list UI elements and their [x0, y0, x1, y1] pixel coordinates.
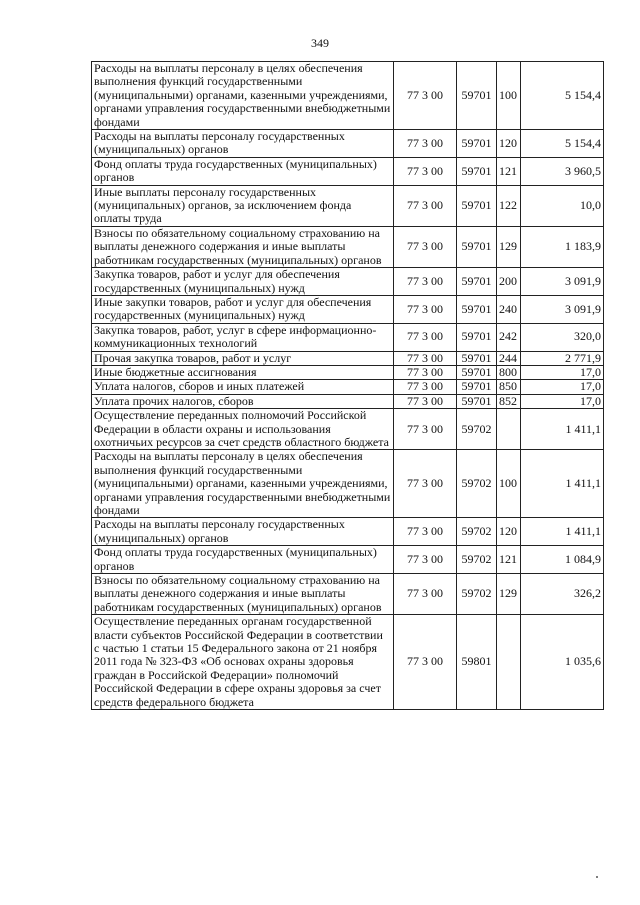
table-row	[92, 268, 604, 296]
row-vr: 244	[497, 351, 521, 365]
row-sum: 17,0	[521, 394, 604, 408]
row-code: 77 3 00	[394, 518, 457, 546]
row-item: 59701	[457, 185, 497, 226]
row-vr: 129	[497, 226, 521, 267]
row-sum: 3 960,5	[521, 157, 604, 185]
row-name: Осуществление переданных полномочий Российской Федерации в области охраны и использования охотничьих ресурсов за счет средств областного бюджета	[92, 409, 394, 450]
row-code: 77 3 00	[394, 295, 457, 323]
row-vr	[497, 615, 521, 710]
budget-table	[91, 61, 604, 710]
table-row	[92, 394, 604, 408]
row-sum: 17,0	[521, 365, 604, 379]
row-item: 59701	[457, 295, 497, 323]
row-name: Расходы на выплаты персоналу государственных (муниципальных) органов	[92, 518, 394, 546]
row-code: 77 3 00	[394, 380, 457, 394]
table-row	[92, 518, 604, 546]
row-sum: 3 091,9	[521, 268, 604, 296]
row-name: Уплата налогов, сборов и иных платежей	[92, 380, 394, 394]
table-row	[92, 351, 604, 365]
table-row	[92, 226, 604, 267]
row-name: Расходы на выплаты персоналу в целях обеспечения выполнения функций государственными (муниципальными) органами, казенными учреждениями, органами управления государственными внебюджетными фондами	[92, 62, 394, 130]
row-item: 59701	[457, 365, 497, 379]
row-item: 59701	[457, 268, 497, 296]
row-sum: 1 035,6	[521, 615, 604, 710]
row-vr: 800	[497, 365, 521, 379]
row-sum: 326,2	[521, 574, 604, 615]
row-sum: 17,0	[521, 380, 604, 394]
row-code: 77 3 00	[394, 323, 457, 351]
table-row	[92, 130, 604, 158]
row-code: 77 3 00	[394, 185, 457, 226]
row-item: 59701	[457, 130, 497, 158]
row-sum: 5 154,4	[521, 130, 604, 158]
row-code: 77 3 00	[394, 268, 457, 296]
row-sum: 1 411,1	[521, 409, 604, 450]
row-name: Фонд оплаты труда государственных (муниципальных) органов	[92, 157, 394, 185]
row-name: Закупка товаров, работ, услуг в сфере информационно-коммуникационных технологий	[92, 323, 394, 351]
row-sum: 320,0	[521, 323, 604, 351]
row-code: 77 3 00	[394, 394, 457, 408]
row-item: 59701	[457, 394, 497, 408]
row-vr: 129	[497, 574, 521, 615]
row-code: 77 3 00	[394, 450, 457, 518]
row-name: Иные закупки товаров, работ и услуг для обеспечения государственных (муниципальных) нужд	[92, 295, 394, 323]
row-vr: 121	[497, 546, 521, 574]
row-name: Закупка товаров, работ и услуг для обеспечения государственных (муниципальных) нужд	[92, 268, 394, 296]
table-row	[92, 157, 604, 185]
row-name: Осуществление переданных органам государственной власти субъектов Российской Федерации в соответствии с частью 1 статьи 15 Федерального закона от 21 ноября 2011 года № 323-ФЗ «Об основах охраны здоровья граждан в Российской Федерации» полномочий Российской Федерации в сфере охраны здоровья за счет средств федерального бюджета	[92, 615, 394, 710]
row-item: 59702	[457, 518, 497, 546]
row-vr: 100	[497, 450, 521, 518]
row-sum: 1 084,9	[521, 546, 604, 574]
row-name: Взносы по обязательному социальному страхованию на выплаты денежного содержания и иные выплаты работникам государственных (муниципальных) органов	[92, 226, 394, 267]
row-vr: 200	[497, 268, 521, 296]
scan-speck	[596, 876, 598, 878]
row-sum: 1 411,1	[521, 518, 604, 546]
row-code: 77 3 00	[394, 574, 457, 615]
row-name: Фонд оплаты труда государственных (муниципальных) органов	[92, 546, 394, 574]
table-row	[92, 295, 604, 323]
row-item: 59701	[457, 157, 497, 185]
table-row	[92, 185, 604, 226]
table-row	[92, 409, 604, 450]
table-row	[92, 62, 604, 130]
row-vr: 852	[497, 394, 521, 408]
row-code: 77 3 00	[394, 409, 457, 450]
row-item: 59701	[457, 226, 497, 267]
row-sum: 1 183,9	[521, 226, 604, 267]
row-vr: 850	[497, 380, 521, 394]
row-code: 77 3 00	[394, 62, 457, 130]
table-row	[92, 546, 604, 574]
row-name: Расходы на выплаты персоналу в целях обеспечения выполнения функций государственными (муниципальными) органами, казенными учреждениями, органами управления государственными внебюджетными фондами	[92, 450, 394, 518]
row-code: 77 3 00	[394, 351, 457, 365]
row-item: 59801	[457, 615, 497, 710]
page-number: 349	[311, 36, 329, 50]
row-code: 77 3 00	[394, 615, 457, 710]
table-row	[92, 574, 604, 615]
row-name: Иные бюджетные ассигнования	[92, 365, 394, 379]
table-row	[92, 380, 604, 394]
row-sum: 3 091,9	[521, 295, 604, 323]
row-vr: 122	[497, 185, 521, 226]
table-row	[92, 365, 604, 379]
table-row	[92, 323, 604, 351]
row-code: 77 3 00	[394, 226, 457, 267]
row-vr: 240	[497, 295, 521, 323]
table-row	[92, 615, 604, 710]
row-sum: 2 771,9	[521, 351, 604, 365]
row-name: Расходы на выплаты персоналу государственных (муниципальных) органов	[92, 130, 394, 158]
row-name: Уплата прочих налогов, сборов	[92, 394, 394, 408]
row-name: Иные выплаты персоналу государственных (муниципальных) органов, за исключением фонда оплаты труда	[92, 185, 394, 226]
row-vr: 100	[497, 62, 521, 130]
row-vr: 120	[497, 130, 521, 158]
row-name: Взносы по обязательному социальному страхованию на выплаты денежного содержания и иные выплаты работникам государственных (муниципальных) органов	[92, 574, 394, 615]
budget-table-body	[92, 62, 604, 710]
row-vr: 242	[497, 323, 521, 351]
row-vr: 120	[497, 518, 521, 546]
row-item: 59701	[457, 351, 497, 365]
row-code: 77 3 00	[394, 365, 457, 379]
row-name: Прочая закупка товаров, работ и услуг	[92, 351, 394, 365]
row-vr	[497, 409, 521, 450]
row-item: 59702	[457, 409, 497, 450]
row-code: 77 3 00	[394, 130, 457, 158]
row-item: 59702	[457, 450, 497, 518]
row-vr: 121	[497, 157, 521, 185]
row-code: 77 3 00	[394, 546, 457, 574]
row-sum: 1 411,1	[521, 450, 604, 518]
row-sum: 5 154,4	[521, 62, 604, 130]
row-item: 59702	[457, 574, 497, 615]
row-item: 59701	[457, 323, 497, 351]
row-sum: 10,0	[521, 185, 604, 226]
row-item: 59702	[457, 546, 497, 574]
row-item: 59701	[457, 380, 497, 394]
table-row	[92, 450, 604, 518]
row-item: 59701	[457, 62, 497, 130]
row-code: 77 3 00	[394, 157, 457, 185]
